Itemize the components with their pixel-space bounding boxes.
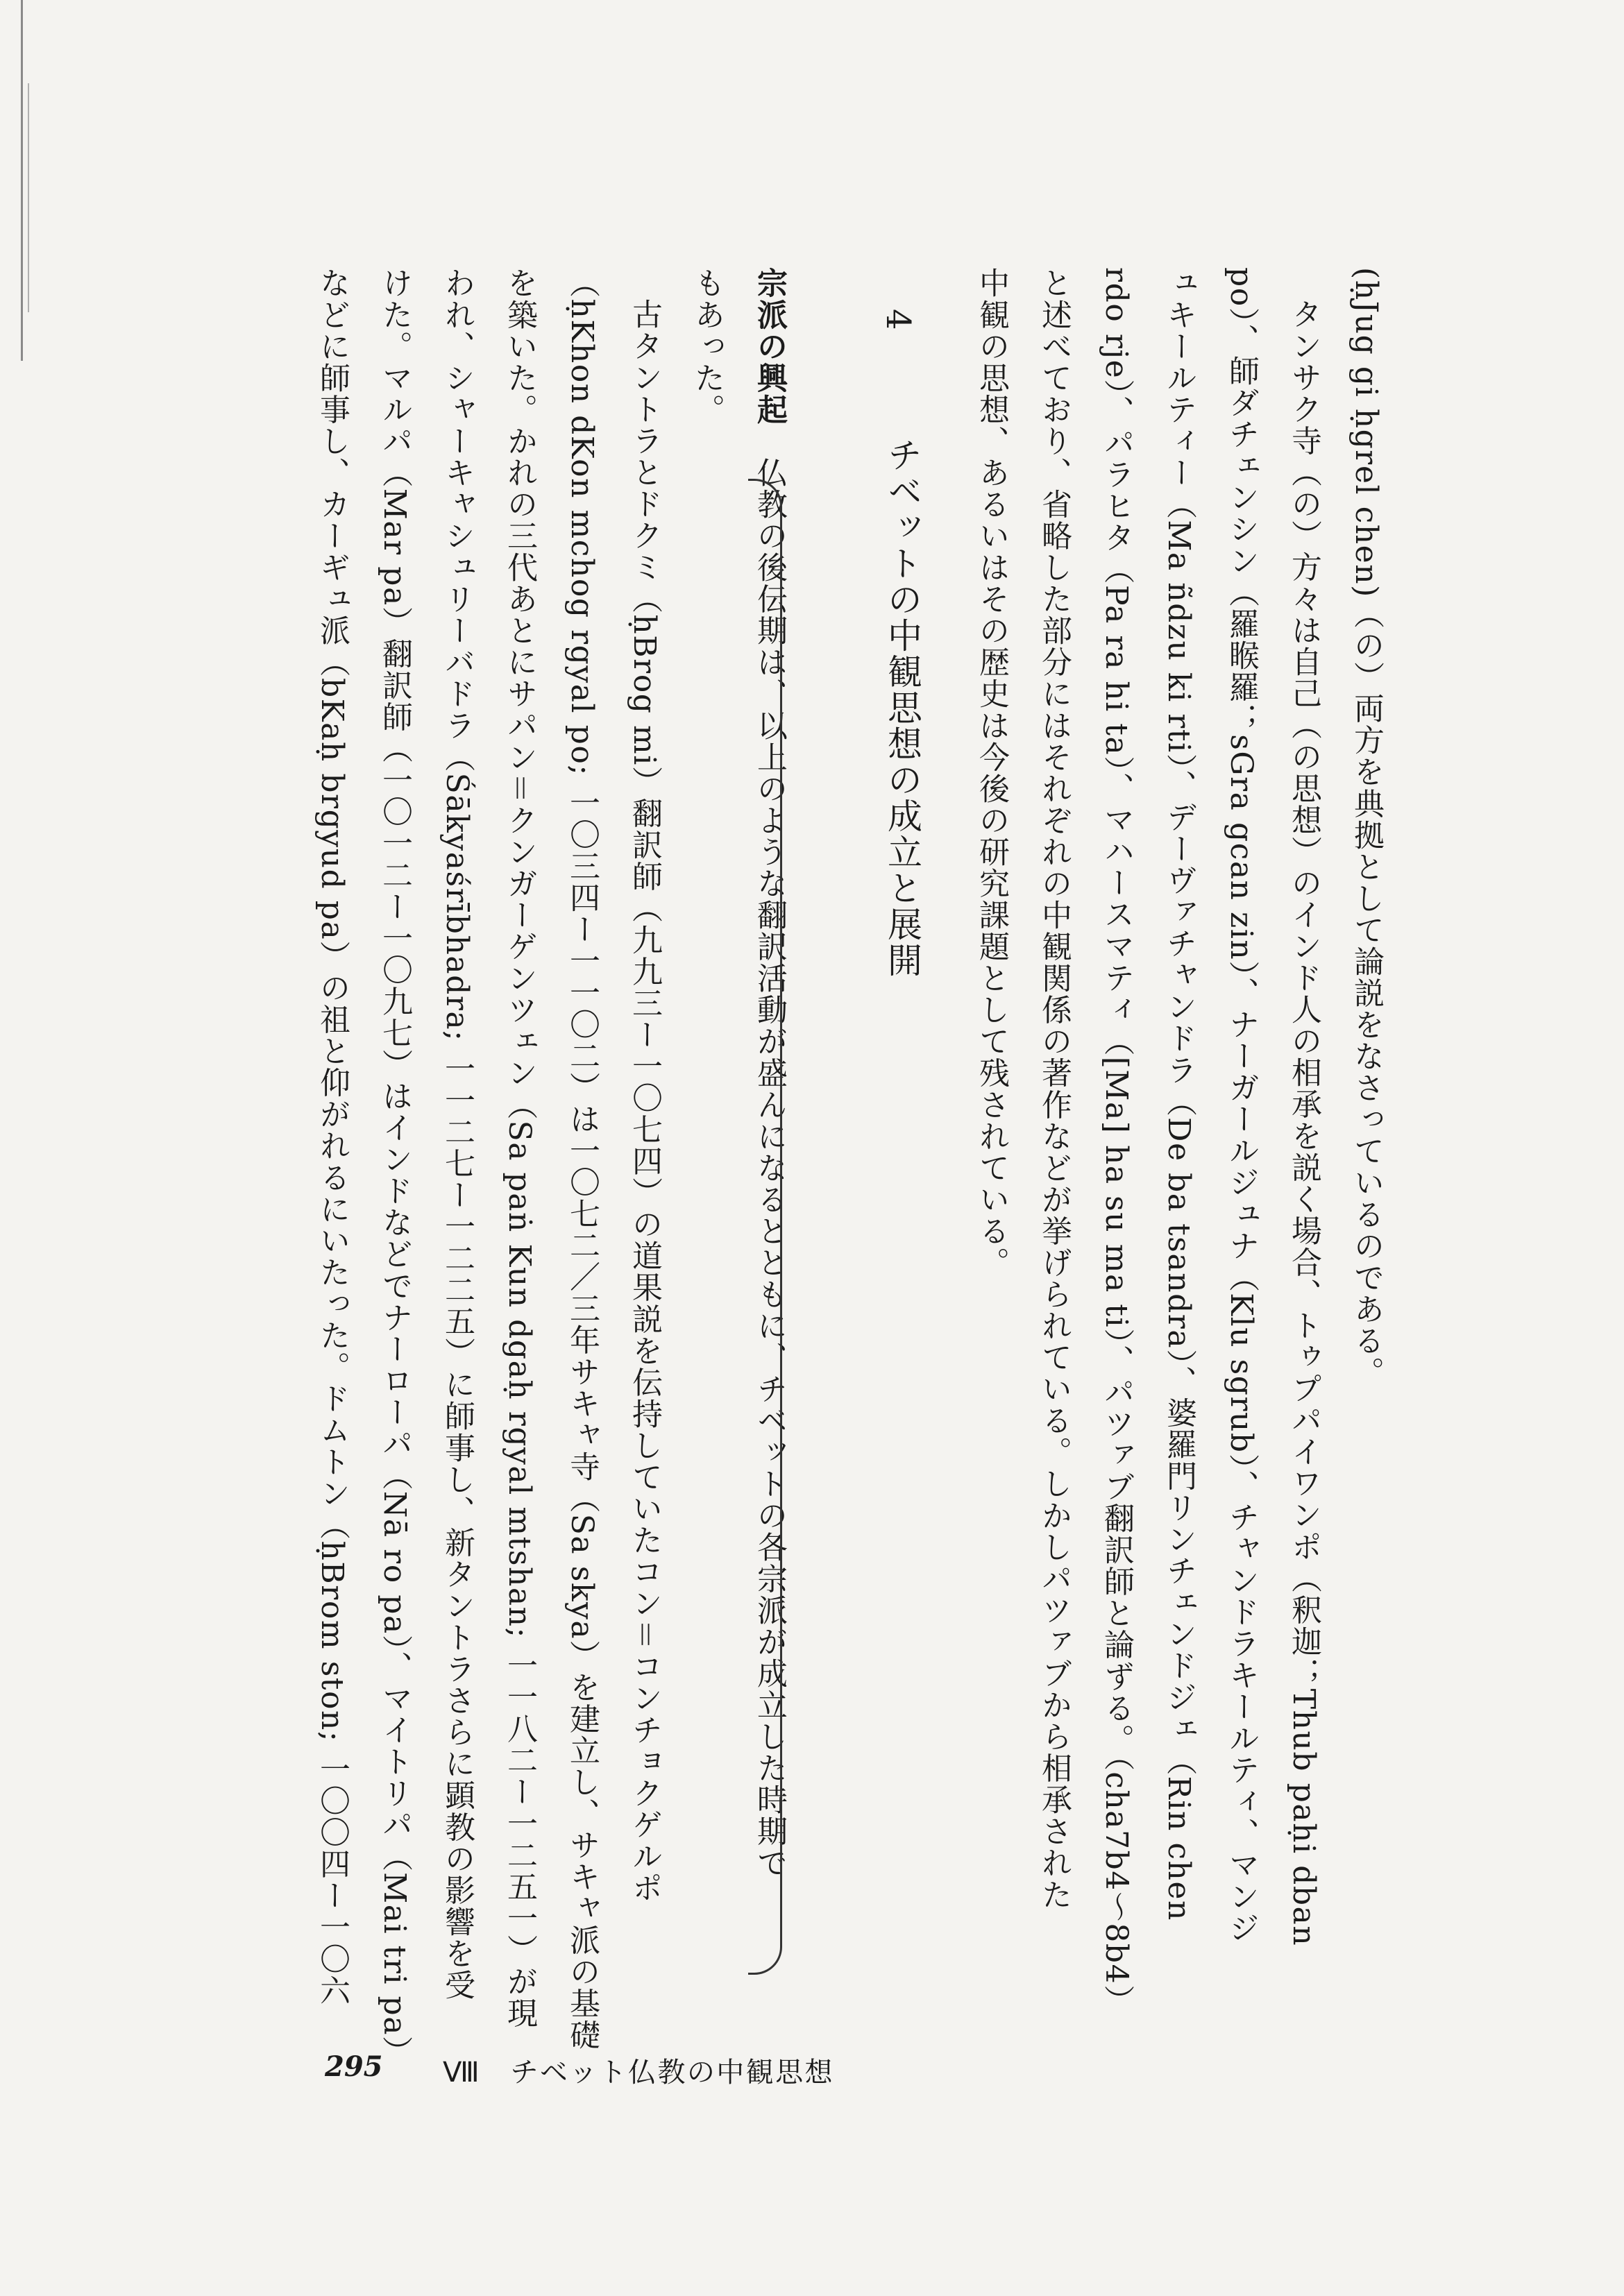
running-footer-chapter: Ⅷ チベット仏教の中観思想	[443, 2057, 834, 2089]
paragraph1-line-7: 中観の思想、あるいはその歴史は今後の研究課題として残されている。	[974, 267, 1009, 1279]
paragraph2-line-8: などに師事し、カーギュ派（bKaḥ brgyud pa）の祖と仰がれるにいたった。ドムトン（ḥBrom ston; 一〇〇四ー一〇六	[314, 267, 350, 2007]
paragraph2-line-1-text: 仏教の後伝期は、以上のような翻訳活動が盛んになるとともに、チベットの各宗派が成立した時期で	[752, 457, 787, 1879]
page-edge-shadow-inner	[28, 83, 29, 312]
paragraph2-line-6: われ、シャーキャシュリーバドラ（Śākyaśrībhadra; 一一二七ー一二二五）に師事し、新タントラさらに顕教の影響を受	[439, 267, 475, 2001]
section-number: 4	[879, 309, 917, 330]
paragraph2-line-7: けた。マルパ（Mar pa）翻訳師（一〇一二ー一〇九七）はインドなどでナーローパ（Nā ro pa）、マイトリパ（Mai tri pa）	[377, 267, 412, 2068]
paragraph2-line-3: 古タントラとドクミ（ḥBrog mi）翻訳師（九九三ー一〇七四）の道果説を伝持していたコン＝コンチョクゲルポ	[627, 298, 662, 1904]
paragraph1-line-1: (ḥJug gi ḥgrel chen)（の）両方を典拠として論説をなさっているのである。	[1348, 267, 1384, 1388]
paragraph1-line-6: と述べており、省略した部分にはそれぞれの中観関係の著作などが挙げられている。しかしパツァブから相承された	[1036, 267, 1072, 1911]
paragraph2-line-2: もあった。	[689, 267, 725, 425]
page-edge-shadow	[21, 0, 23, 361]
subsection-heading: 宗派の興起	[752, 267, 787, 425]
paragraph1-line-2: タンサク寺（の）方々は自己（の思想）のインド人の相承を説く場合、トゥプパイワンポ（釈迦；Thub paḥi dban	[1286, 298, 1321, 1947]
paragraph1-line-5: rdo rje）、パラヒタ（Pa ra hi ta）、マハースマティ（[Ma] ha su ma ti）、パツァブ翻訳師と論ずる。（cha7b4〜8b4）	[1099, 267, 1134, 2016]
handwritten-bracket-mark	[748, 479, 782, 1975]
paragraph2-line-5: を築いた。かれの三代あとにサパン＝クンガーゲンツェン（Sa paṅ Kun dgaḥ rgyal mtshan; 一一八二ー一二五一）が現	[502, 267, 537, 2029]
paragraph2-line-4: （ḥKhon dKon mchog rgyal po; 一〇三四ー一一〇二）は一〇七二／三年サキャ寺（Sa skya）を建立し、サキャ派の基礎	[564, 267, 600, 2051]
paragraph1-line-4: ュキールティー（Ma ñdzu ki rti）、デーヴァチャンドラ（De ba tsandra）、婆羅門リンチェンドジェ（Rin chen	[1161, 267, 1196, 1921]
paragraph1-line-3: po）、師ダチェンシン（羅睺羅；sGra gcan zin）、ナーガールジュナ（Klu sgrub）、チャンドラキールティ、マンジ	[1224, 267, 1259, 1944]
page-number: 295	[325, 2050, 383, 2083]
section-title: チベットの中観思想の成立と展開	[882, 437, 922, 978]
